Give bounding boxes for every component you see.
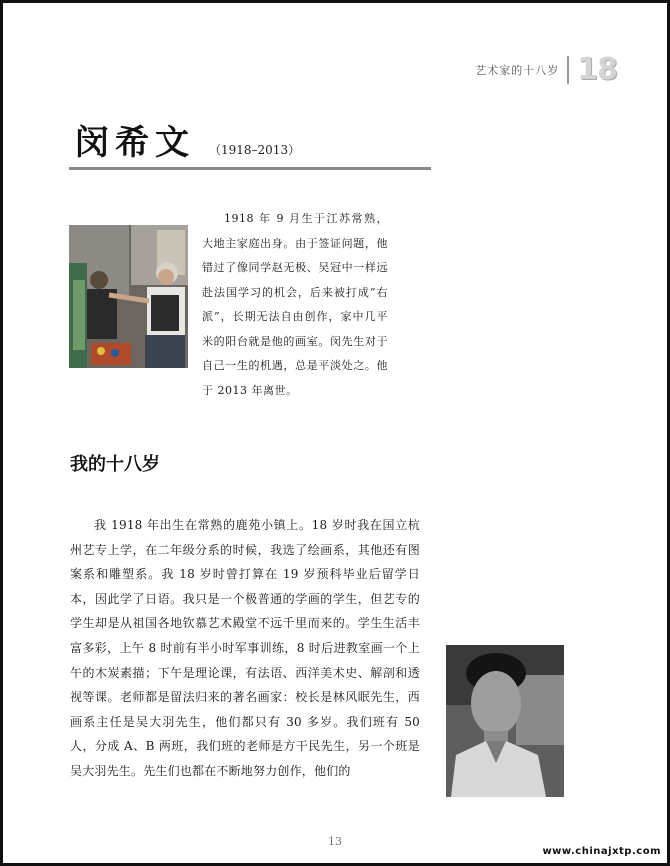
artist-years: （1918–2013） xyxy=(209,143,301,157)
site-watermark: www.chinajxtp.com xyxy=(542,846,661,857)
heading-rule xyxy=(69,167,431,170)
page-number: 13 xyxy=(328,835,342,848)
artist-bio: 1918 年 9 月生于江苏常熟，大地主家庭出身。由于签证问题，他错过了像同学赵无极、吴冠中一样远赴法国学习的机会，后来被打成“右派”，长期无法自由创作，家中几平米的阳台就是他的画室。闵先生对于自己一生的机遇，总是平淡处之。他于 2013 年离世。 xyxy=(202,212,388,397)
artist-painting-photo xyxy=(69,225,188,368)
running-head xyxy=(475,52,617,87)
chapter-badge: 18 xyxy=(577,52,617,87)
artist-heading xyxy=(75,115,300,164)
artist-portrait-photo xyxy=(446,645,564,797)
running-title: 艺术家的十八岁 xyxy=(475,63,560,77)
artist-name: 闵希文 xyxy=(75,123,195,163)
section-title: 我的十八岁 xyxy=(70,454,160,475)
body-text: 我 1918 年出生在常熟的鹿苑小镇上。18 岁时我在国立杭州艺专上学，在二年级分系的时候，我选了绘画系，其他还有图案系和雕塑系。我 18 岁时曾打算在 19 岁预科毕业后留学日本，因此学了日语。我只是一个极普通的学画的学生，但艺专的学生却是从祖国各地钦慕艺术殿堂不远千里而来的。学生生活丰富多彩，上午 8 时前有半小时军事训练，8 时后进教室画一个上午的木炭素描；下午是理论课，有法语、西洋美术史、解剖和透视等课。老师都是留法归来的著名画家：校长是林风眠先生，西画系主任是吴大羽先生，他们都只有 30 多岁。我们班有 50 人，分成 A、B 两班，我们班的老师是方干民先生，另一个班是吴大羽先生。先生们也都在不断地努力创作，他们的 xyxy=(70,518,420,778)
header-divider xyxy=(567,56,569,84)
